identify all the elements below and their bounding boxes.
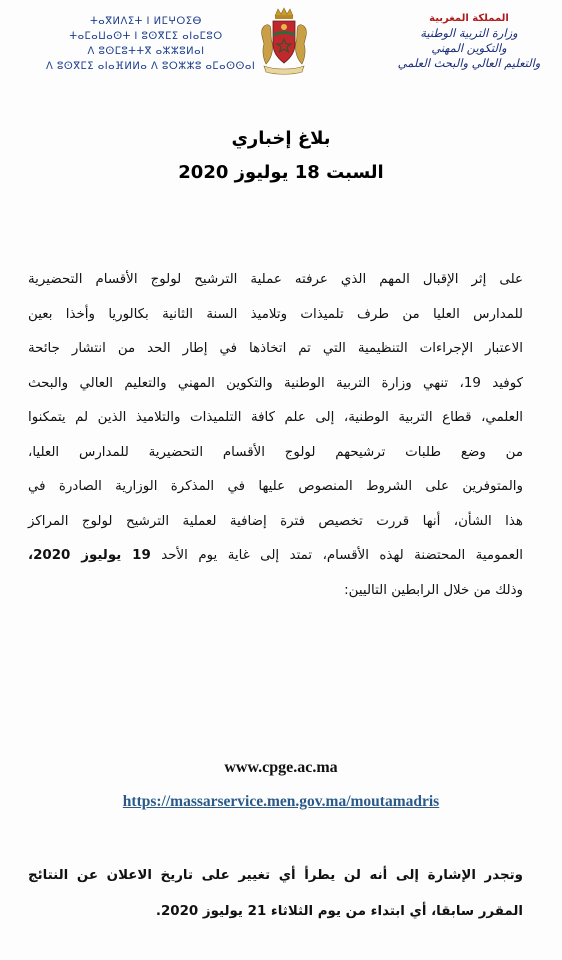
header-tifinagh-block — [46, 14, 256, 74]
results-date-note — [28, 858, 523, 930]
morocco-coat-of-arms-icon — [258, 6, 310, 76]
body-line: للمدارس العليا من طرف تلميذات وتلاميذ السنة الثانية بكالوريا وأخذا بعين — [28, 306, 523, 322]
header-tifinagh-line: ⵜⴰⴳⵍⴷⵉⵜ ⵏ ⵍⵎⵖⵔⵉⴱ — [90, 16, 202, 27]
body-line: والمتوفرين على الشروط المنصوص عليها في المذكرة الوزارية الصادرة في — [28, 479, 523, 494]
deadline-date: 19 يوليوز 2020، — [28, 548, 151, 563]
body-line: العلمي، قطاع التربية الوطنية، إلى علم كافة التلميذات والتلاميذ الذين لم يتمكنوا — [28, 410, 523, 425]
massar-service-link[interactable]: https://massarservice.men.gov.ma/moutamadris — [122, 793, 440, 810]
body-line-links-intro: وذلك من خلال الرابطين التاليين: — [344, 582, 523, 598]
header-ministry-line: والتعليم العالي والبحث العلمي — [397, 56, 541, 70]
document-title: بلاغ إخباري — [231, 128, 331, 149]
document-date: السبت 18 يوليوز 2020 — [178, 162, 384, 183]
note-line: وتجدر الإشارة إلى أنه لن يطرأ أي تغيير على تاريخ الاعلان عن النتائج — [28, 868, 523, 883]
body-line: من وضع طلبات ترشيحهم لولوج الأقسام التحضيرية للمدارس العليا، — [28, 444, 523, 460]
body-line: على إثر الإقبال المهم الذي عرفته عملية الترشيح لولوج الأقسام التحضيرية — [28, 272, 523, 287]
cpge-website-link[interactable]: www.cpge.ac.ma — [224, 759, 338, 776]
body-paragraph — [28, 263, 523, 608]
header-tifinagh-line: ⴷ ⵓⵙⵎⵓⵜⵜⴳ ⴰⵣⵣⵓⵍⴰⵏ — [87, 46, 205, 57]
header-ministry-line: والتكوين المهني — [431, 41, 507, 55]
body-line: كوفيد 19، تنهي وزارة التربية الوطنية والتكوين المهني والتعليم العالي والبحث — [28, 375, 523, 391]
body-line-prefix: العمومية المحتضنة لهذه الأقسام، تمتد إلى غاية يوم الأحد — [150, 548, 523, 563]
header-kingdom-label: المملكة المغربية — [429, 13, 509, 24]
body-line: الاعتبار الإجراءات التنظيمية التي تم اتخاذها في إطار الحد من انتشار جائحة — [28, 341, 523, 356]
header-ministry-block — [394, 12, 544, 71]
body-line-deadline — [28, 539, 523, 574]
header-ministry-line: وزارة التربية الوطنية — [420, 26, 518, 40]
header-tifinagh-line: ⴷ ⵓⵙⴳⵎⵉ ⴰⵏⴰⴼⵍⵍⴰ ⴷ ⵓⵔⵣⵣⵓ ⴰⵎⴰⵙⵙⴰⵏ — [46, 61, 256, 72]
note-line: المقرر سابقا، أي ابتداء من يوم الثلاثاء 21 يوليوز 2020. — [155, 904, 523, 919]
header-tifinagh-line: ⵜⴰⵎⴰⵡⴰⵙⵜ ⵏ ⵓⵙⴳⵎⵉ ⴰⵏⴰⵎⵓⵔ — [69, 31, 223, 42]
body-line: هذا الشأن، أنها قررت تخصيص فترة إضافية لعملية الترشيح لولوج المراكز — [28, 513, 523, 529]
